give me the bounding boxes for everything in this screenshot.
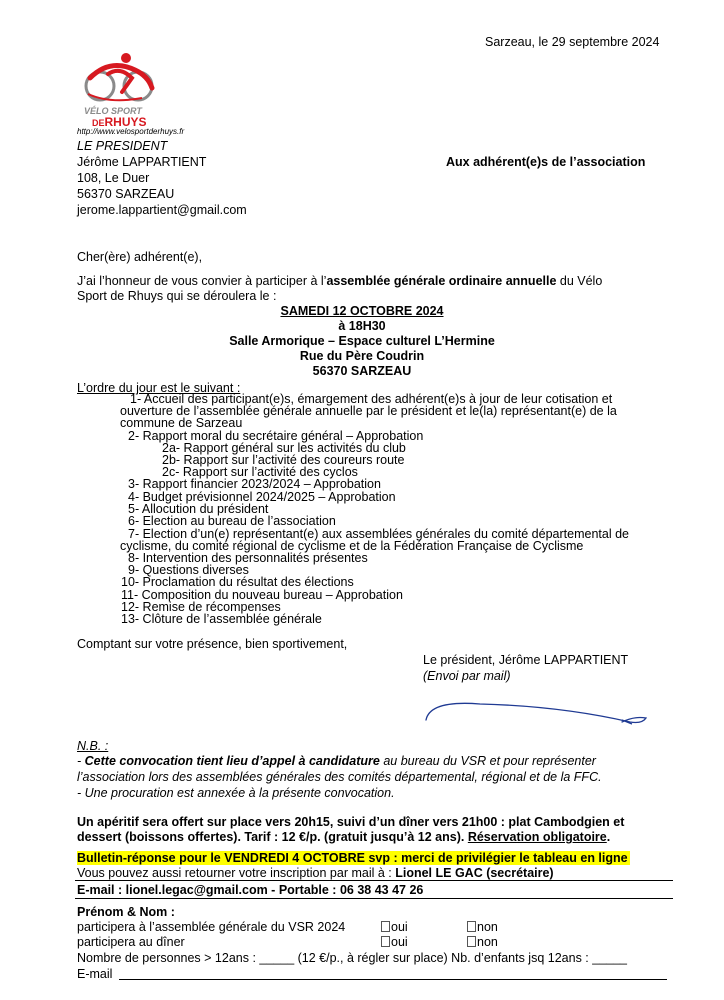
dinner-yes-checkbox[interactable] [381, 936, 390, 947]
intro-bold: assemblée générale ordinaire annuelle [326, 274, 557, 288]
aperitif-end: . [606, 830, 611, 844]
ag-yes-option[interactable] [381, 920, 408, 934]
agenda-item: 2- Rapport moral du secrétaire général – Approbation [128, 429, 424, 443]
agenda-item: 11- Composition du nouveau bureau – Approbation [121, 588, 403, 602]
bulletin-contact: E-mail : lionel.legac@gmail.com - Portable : 06 38 43 47 26 [77, 883, 424, 897]
agenda-item: 2b- Rapport sur l’activité des coureurs route [162, 453, 405, 467]
agenda-item: commune de Sarzeau [120, 416, 243, 430]
dinner-no-option[interactable] [467, 935, 498, 949]
intro-line-1 [77, 274, 602, 288]
agenda-item: ouverture de l’assemblée générale annuelle par le président et le(la) représentant(e) de la [120, 404, 617, 418]
divider [75, 898, 673, 899]
agenda-item: 6- Election au bureau de l’association [128, 514, 336, 528]
bulletin-return [77, 866, 554, 880]
agenda-item: 1- Accueil des participant(e)s, émargement des adhérent(e)s à jour de leur cotisation et [130, 392, 613, 406]
agenda-item: 2a- Rapport général sur les activités du club [162, 441, 406, 455]
divider [75, 880, 673, 881]
agenda-item: 3- Rapport financier 2023/2024 – Approbation [128, 477, 381, 491]
aperitif-line-1: Un apéritif sera offert sur place vers 20h15, suivi d’un dîner vers 21h00 : plat Cambodgien et [77, 815, 625, 829]
nb-line-2: l’association lors des assemblées générales des comités départemental, régional et de la FFC. [77, 770, 602, 784]
logo-text-rhuys: RHUYS [104, 115, 147, 129]
aperitif-line-2 [77, 830, 610, 844]
website: http://www.velosportderhuys.fr [77, 127, 185, 136]
form-question-ag: participera à l’assemblée générale du VSR 2024 [77, 920, 346, 934]
form-name-label: Prénom & Nom : [77, 905, 175, 919]
dinner-no-label: non [477, 935, 498, 949]
bulletin-highlight: Bulletin-réponse pour le VENDREDI 4 OCTOBRE svp : merci de privilégier le tableau en ligne [77, 851, 628, 865]
agenda-item: 7- Election d’un(e) représentant(e) aux assemblées générales du comité départemental de [128, 527, 629, 541]
event-place: Salle Armorique – Espace culturel L’Hermine [229, 334, 495, 348]
signature-note: (Envoi par mail) [423, 669, 511, 683]
club-logo [80, 48, 160, 128]
nb-rest: au bureau du VSR et pour représenter [379, 754, 596, 768]
agenda-title: L’ordre du jour est le suivant : [77, 381, 241, 395]
nb-line-1 [77, 754, 596, 768]
aperitif-text: dessert (boissons offertes). Tarif : 12 €/p. (gratuit jusqu’à 12 ans). [77, 830, 468, 844]
date-line: Sarzeau, le 29 septembre 2024 [485, 35, 660, 49]
bulletin-return-plain: Vous pouvez aussi retourner votre inscription par mail à : [77, 866, 396, 880]
event-street: Rue du Père Coudrin [299, 349, 425, 363]
recipient: Aux adhérent(e)s de l’association [446, 155, 646, 169]
dinner-yes-option[interactable] [381, 935, 408, 949]
sender-address-2: 56370 SARZEAU [77, 187, 175, 201]
closing: Comptant sur votre présence, bien sportivement, [77, 637, 348, 651]
sender-email: jerome.lappartient@gmail.com [77, 203, 247, 217]
nb-line-3: - Une procuration est annexée à la présente convocation. [77, 786, 395, 800]
reservation-required: Réservation obligatoire [467, 830, 607, 844]
intro-part-1: J’ai l’honneur de vous convier à participer à l’ [77, 274, 327, 288]
ag-yes-checkbox[interactable] [381, 921, 390, 932]
agenda-item: 10- Proclamation du résultat des élections [121, 575, 354, 589]
logo-text-top: VÉLO SPORT [84, 106, 142, 116]
agenda-item: 8- Intervention des personnalités présentes [128, 551, 368, 565]
intro-part-2: du Vélo [556, 274, 603, 288]
agenda-item: 5- Allocution du président [128, 502, 269, 516]
sender-address-1: 108, Le Duer [77, 171, 150, 185]
agenda-item: 9- Questions diverses [128, 563, 249, 577]
event-date: SAMEDI 12 OCTOBRE 2024 [280, 304, 444, 318]
ag-no-option[interactable] [467, 920, 498, 934]
logo-text-de: DE [92, 118, 105, 128]
agenda-item: 13- Clôture de l’assemblée générale [121, 612, 322, 626]
nb-title: N.B. : [77, 739, 109, 753]
bulletin-return-bold: Lionel LE GAC (secrétaire) [395, 866, 554, 880]
cyclist-logo-icon [80, 48, 160, 108]
greeting: Cher(ère) adhérent(e), [77, 250, 203, 264]
ag-no-label: non [477, 920, 498, 934]
agenda-item: 2c- Rapport sur l’activité des cyclos [162, 465, 358, 479]
sender-role: LE PRESIDENT [77, 139, 168, 153]
dinner-no-checkbox[interactable] [467, 936, 476, 947]
form-question-dinner: participera au dîner [77, 935, 185, 949]
intro-line-2: Sport de Rhuys qui se déroulera le : [77, 289, 277, 303]
email-input-line[interactable] [119, 979, 667, 980]
signature-name: Le président, Jérôme LAPPARTIENT [423, 653, 629, 667]
handwritten-signature [420, 692, 670, 732]
form-email-label: E-mail [77, 967, 113, 981]
ag-no-checkbox[interactable] [467, 921, 476, 932]
nb-bold: Cette convocation tient lieu d’appel à candidature [84, 754, 380, 768]
event-time: à 18H30 [338, 319, 386, 333]
dinner-yes-label: oui [391, 935, 408, 949]
agenda-item: 4- Budget prévisionnel 2024/2025 – Approbation [128, 490, 396, 504]
agenda-item: cyclisme, du comité régional de cyclisme et de la Fédération Française de Cyclisme [120, 539, 584, 553]
form-count-line[interactable]: Nombre de personnes > 12ans : _____ (12 €/p., à régler sur place) Nb. d’enfants jsq 12ans : _____ [77, 951, 627, 965]
event-city: 56370 SARZEAU [312, 364, 412, 378]
ag-yes-label: oui [391, 920, 408, 934]
sender-name: Jérôme LAPPARTIENT [77, 155, 207, 169]
nb-dash: - [77, 754, 85, 768]
agenda-item: 12- Remise de récompenses [121, 600, 281, 614]
